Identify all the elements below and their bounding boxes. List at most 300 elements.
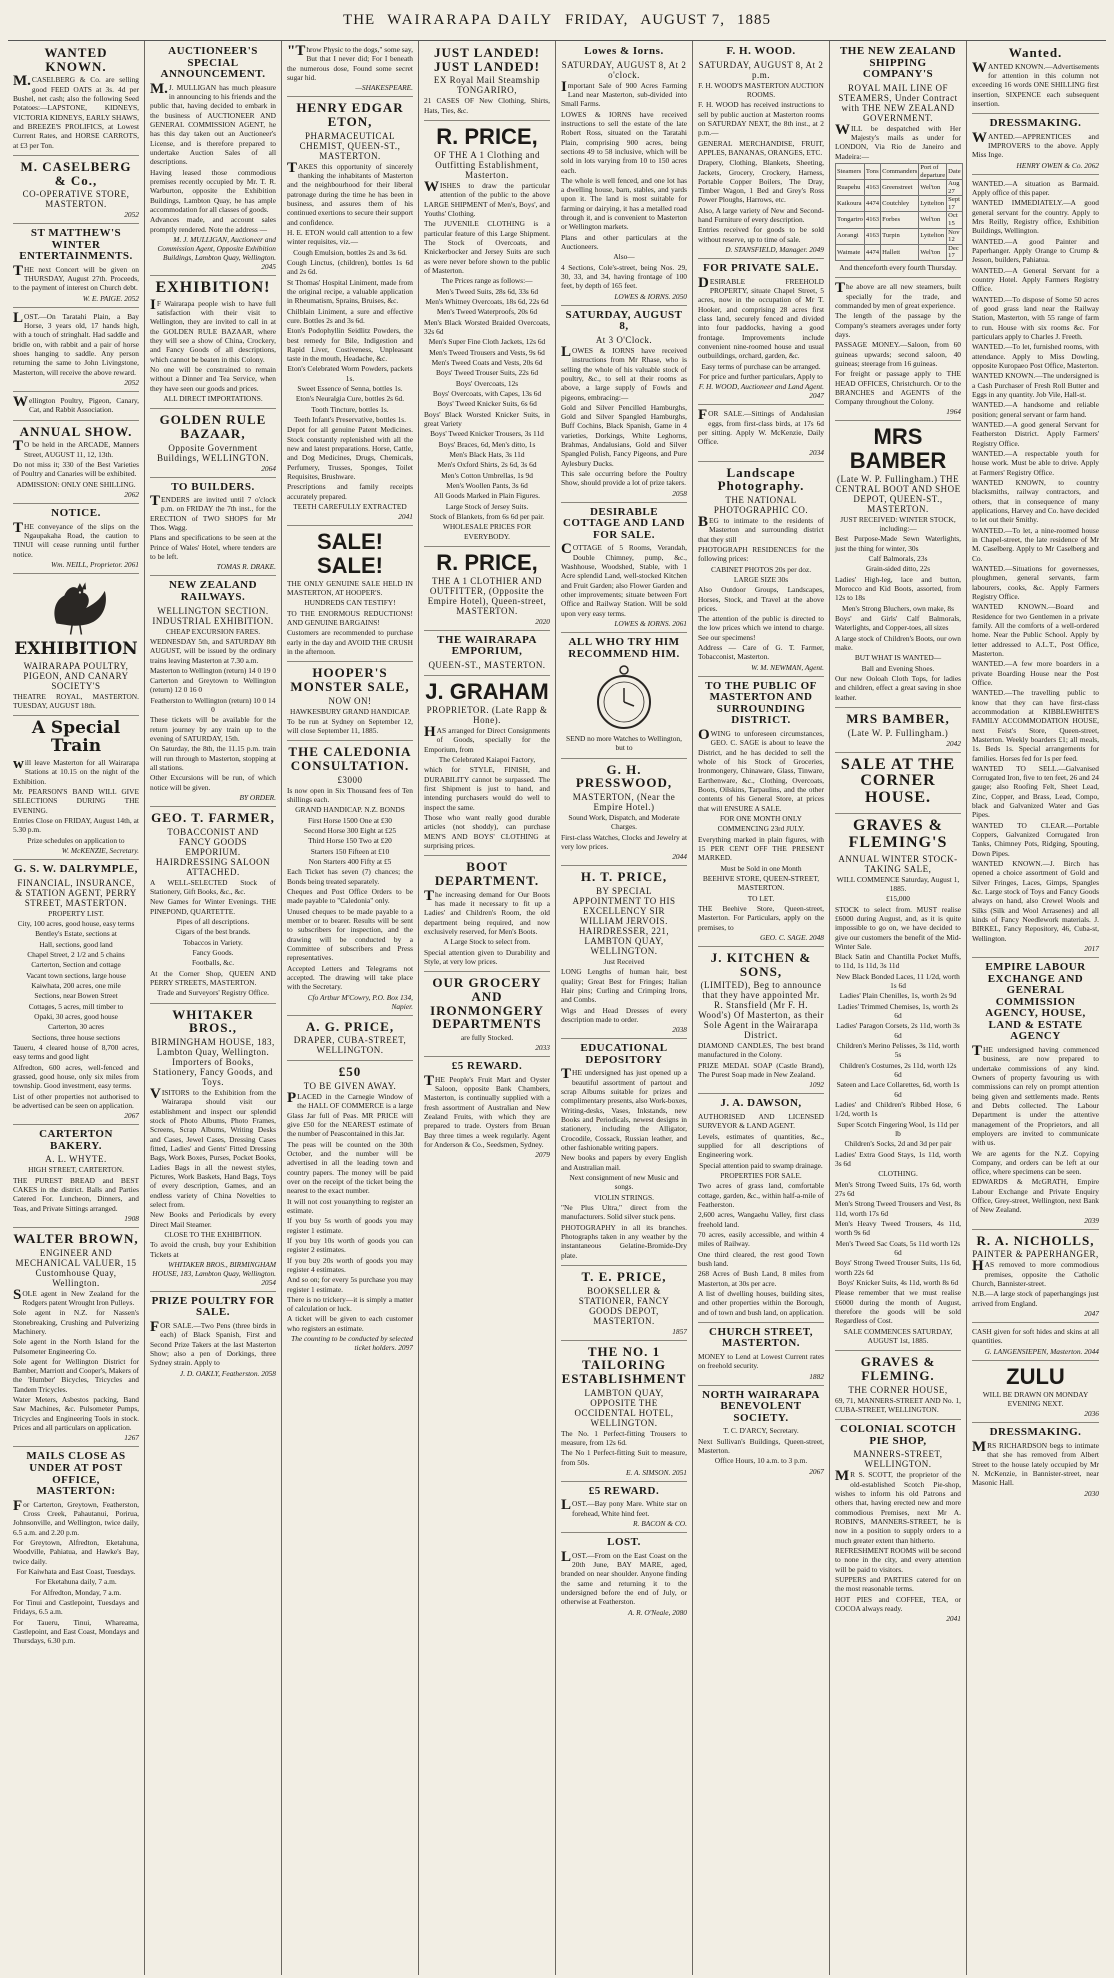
ad-paragraph: Plans and specifications to be seen at the Prince of Wales' Hotel, where tenders are to be left. bbox=[150, 533, 276, 562]
ad-signature: 2044 bbox=[672, 852, 687, 862]
ad-paragraph: The whole is well fenced, and one lot has a dwelling house, barn, stables, and yards upon it. The land is most suitable for farming or dairying, it has a metalled road through it, and is convenient to Masterton or Wellington markets. bbox=[561, 175, 687, 232]
ad-paragraph: For Tinui and Castlepoint, Tuesdays and Fridays, 6.5 a.m. bbox=[13, 1597, 139, 1617]
ad-signature: 1908 bbox=[124, 1213, 139, 1223]
column-7 bbox=[830, 41, 967, 1975]
ad-paragraph: Water Meters, Asbestos packing, Band Saw Machines, &c. Pulsometer Pumps, Tricycles and Engineering Tools in stock. Prices and all particulars on application. bbox=[13, 1395, 139, 1433]
table-header: Steamers bbox=[836, 163, 865, 179]
column-6 bbox=[693, 41, 830, 1975]
ad-signature: 1267 bbox=[124, 1433, 139, 1443]
ad-subheading: PAINTER & PAPERHANGER, bbox=[972, 1249, 1099, 1260]
ad-signature: The counting to be conducted by selected ticket holders. 2097 bbox=[291, 1334, 413, 1353]
ad-body bbox=[287, 786, 413, 992]
ad-paragraph: Having leased those commodious premises recently occupied by Mr. T. R. Warburton, opposite the Exhibition Buildings, Lambton Quay, he has ample accommodation for all classes of goods. bbox=[150, 167, 276, 214]
ad-paragraph: Alfredton, 600 acres, well-fenced and grassed, good house, only six miles from township. Good investment, easy terms. bbox=[13, 1062, 139, 1091]
ad-subheading: CO-OPERATIVE STORE, MASTERTON. bbox=[22, 189, 130, 210]
ad-paragraph: AUTHORISED AND LICENSED SURVEYOR & LAND AGENT. bbox=[698, 1112, 824, 1131]
ad-paragraph: A WELL-SELECTED Stock of Stationery, Gift Books, &c., &c. bbox=[150, 877, 276, 897]
advertisement bbox=[835, 757, 961, 814]
ad-paragraph: For Eketahuna daily, 7 a.m. bbox=[35, 1577, 117, 1587]
ad-heading: EXHIBITION bbox=[14, 638, 138, 659]
advertisement bbox=[561, 1270, 687, 1341]
ad-paragraph: WANTED.—A good general Servant for Featherston District. Apply Farmers' Registry Office. bbox=[972, 420, 1099, 448]
ad-paragraph: Drapery, Clothing, Blankets, Sheeting, Jackets, Grocery, Crockery, Harness, Portable Copper Boilers, The Dray, Timber Wagon, 1 Bed and Grey's Ross Power Ploughs, Harrows, etc. bbox=[698, 158, 824, 205]
advertisement bbox=[835, 712, 961, 753]
ad-paragraph: Men's Tweed Coats and Vests, 20s 6d bbox=[431, 357, 543, 367]
ad-heading: THE NO. 1 TAILORING ESTABLISHMENT bbox=[561, 1343, 687, 1386]
ad-subheading: FINANCIAL, INSURANCE, & STATION AGENT, PERRY STREET, MASTERTON. bbox=[15, 877, 137, 908]
ad-paragraph: The No 1 Perfect-fitting Suit to measure, from 50s. bbox=[561, 1448, 687, 1467]
advertisement bbox=[13, 46, 139, 156]
ad-paragraph: HUNDREDS CAN TESTIFY! bbox=[304, 598, 396, 608]
table-cell: Aug 27 bbox=[947, 180, 962, 196]
ad-body bbox=[698, 1352, 824, 1371]
ad-heading: THE CALEDONIA CONSULTATION. bbox=[288, 744, 412, 774]
ad-signature: Wm. NEILL, Proprietor. 2061 bbox=[50, 559, 139, 569]
ad-body bbox=[287, 159, 413, 512]
ad-heading: GEO. T. FARMER, bbox=[151, 810, 275, 826]
ad-paragraph: BEEHIVE STORE, QUEEN-STREET, MASTERTON. bbox=[702, 873, 820, 893]
ad-signature: 2079 bbox=[535, 1150, 550, 1160]
table-header: Commanders bbox=[881, 163, 919, 179]
ad-body bbox=[561, 1429, 687, 1467]
ad-subheading: PHARMACEUTICAL CHEMIST, QUEEN-ST., MASTERTON. bbox=[299, 130, 401, 161]
ad-heading: £5 REWARD. bbox=[451, 1060, 523, 1073]
ad-heading: HENRY EDGAR ETON, bbox=[296, 100, 404, 129]
ad-paragraph: Customers are recommended to purchase early in the day and AVOID THE CRUSH in the afternoon. bbox=[287, 628, 413, 656]
ad-paragraph: HAS arranged for Direct Consignments of Goods, specially for the Emporium, from bbox=[424, 724, 550, 754]
table-cell: Hallett bbox=[881, 244, 919, 260]
ad-body bbox=[698, 409, 824, 446]
ad-paragraph: Levels, estimates of quantities, &c., supplied for all descriptions of Engineering work. bbox=[698, 1131, 824, 1160]
ad-signature: 2052 bbox=[124, 378, 139, 388]
ad-signature: D. STANSFIELD, Manager. 2049 bbox=[725, 245, 824, 255]
ad-paragraph: JUST RECEIVED: WINTER STOCK, including:— bbox=[840, 514, 956, 533]
ad-body bbox=[424, 887, 550, 967]
table-cell: Oct 15 bbox=[947, 212, 962, 228]
ad-body bbox=[13, 262, 139, 293]
ad-heading: TO BUILDERS. bbox=[171, 480, 255, 493]
ad-paragraph: Other Excursions will be run, of which notice will be given. bbox=[150, 773, 276, 792]
ad-subheading: THE CORNER HOUSE, bbox=[848, 1384, 948, 1395]
ad-paragraph: Carterton and Greytown to Wellington (return) 12 0 16 0 bbox=[150, 676, 276, 695]
ad-paragraph: Entries received for goods to be sold without reserve, up to time of sale. bbox=[698, 225, 824, 244]
ad-paragraph: LOWES & IORNS have received instructions to sell the estate of the late Robert Ross, situated on the Taratahi Plain, comprising 900 acres, being sections 49 to 58 inclusive, which will be sold in lots varying from 10 to 150 acres each. bbox=[561, 109, 687, 175]
advertisement bbox=[13, 1232, 139, 1448]
table-row bbox=[836, 180, 963, 196]
ad-paragraph: THE conveyance of the slips on the Ngaupakaha Road, the caution to TINUI will cease running until further notice. bbox=[13, 519, 139, 559]
ad-body bbox=[835, 875, 961, 1346]
masthead-title: WAIRARAPA DAILY bbox=[387, 11, 554, 28]
ad-paragraph: PHOTOGRAPH RESIDENCES for the following prices: bbox=[698, 544, 824, 564]
table-cell: 4163 bbox=[864, 180, 880, 196]
ad-paragraph: Boys' Tweed Trouser Suits, 22s 6d bbox=[435, 368, 539, 378]
ad-body bbox=[561, 957, 687, 1024]
advertisement bbox=[835, 1424, 961, 1627]
ad-paragraph: City, 100 acres, good house, easy terms bbox=[17, 918, 135, 928]
ad-body bbox=[13, 1165, 139, 1213]
table-cell: Ruapehu bbox=[836, 180, 865, 196]
ad-body bbox=[287, 45, 413, 82]
ad-subheading: MASTERTON, (Near the Empire Hotel.) bbox=[572, 792, 676, 813]
ad-paragraph: Opaki, 30 acres, good house bbox=[34, 1011, 118, 1021]
ad-paragraph: For freight or passage apply to THE HEAD OFFICES, Christchurch. Or to the BRANCHES and AGENTS of the Company throughout the Colony. bbox=[835, 369, 961, 407]
ad-signature: 2039 bbox=[1084, 1215, 1099, 1225]
ad-heading: EMPIRE LABOUR EXCHANGE AND GENERAL COMMISSION AGENCY, HOUSE, LAND & ESTATE AGENCY bbox=[985, 961, 1086, 1043]
ad-paragraph: HAWKESBURY GRAND HANDICAP. bbox=[289, 706, 411, 716]
ad-paragraph: VIOLIN STRINGS. bbox=[594, 1192, 654, 1202]
ad-paragraph: Boys' Black Worsted Knicker Suits, in great Variety bbox=[424, 409, 550, 428]
masthead-day: FRIDAY, bbox=[565, 11, 629, 28]
advertisement bbox=[13, 1129, 139, 1228]
ad-subheading: BIRMINGHAM HOUSE, 183, Lambton Quay, Wellington. Importers of Books, Stationery, Fancy Goods, and Toys. bbox=[151, 1036, 275, 1087]
ad-paragraph: Carterton, Section and cottage bbox=[31, 960, 121, 970]
ad-paragraph: Black Satin and Chantilla Pocket Muffs, to 11d, 1s 11d, 3s 11d bbox=[835, 952, 961, 971]
ad-paragraph: MRS RICHARDSON begs to intimate that she has removed from Albert Street to the house lately occupied by Mr N. McKenzie, in Bannister-street, near Masonic Hall. bbox=[972, 1439, 1099, 1488]
ad-signature: LOWES & IORNS. 2061 bbox=[614, 619, 687, 629]
advertisement bbox=[13, 228, 139, 308]
ad-heading: THE WAIRARAPA EMPORIUM, bbox=[437, 633, 537, 658]
ad-paragraph: Next Sullivan's Buildings, Queen-street, Masterton. bbox=[698, 1436, 824, 1455]
ad-paragraph: Sections, three house sections bbox=[31, 1032, 121, 1042]
ad-signature: WHITAKER BROS., BIRMINGHAM HOUSE, 183, Lambton Quay, Wellington. 2054 bbox=[152, 1259, 276, 1287]
ad-paragraph: EDWARDS & McGRATH, Empire Labour Exchange and Private Enquiry Office, Grey-street, Wellington, next Bank of New Zealand. bbox=[972, 1177, 1099, 1215]
ad-paragraph: To avoid the crush, buy your Exhibition Tickets at bbox=[150, 1240, 276, 1259]
advertisement bbox=[561, 1486, 687, 1533]
advertisement bbox=[13, 425, 139, 504]
ad-paragraph: Sole agent in N.Z. for Nassen's Stonebreaking, Crushing and Pulverizing Machinery. bbox=[13, 1308, 139, 1336]
ad-paragraph: Kaiwhata, 200 acres, one mile bbox=[31, 980, 121, 990]
ad-paragraph: Special attention paid to swamp drainage. bbox=[699, 1160, 823, 1170]
ad-heading: EXHIBITION! bbox=[155, 278, 271, 296]
ad-paragraph: WANTED.—A respectable youth for house work. Must be able to drive. Apply at Farmers' Registry Office. bbox=[972, 449, 1099, 477]
ad-subheading: WELLINGTON SECTION. INDUSTRIAL EXHIBITION. bbox=[152, 605, 274, 626]
ad-paragraph: Men's Strong Bluchers, own make, 8s bbox=[842, 603, 954, 613]
ad-paragraph: Boys' Strong Tweed Trouser Suits, 11s 6d, worth 22s 6d bbox=[835, 1258, 961, 1277]
ad-paragraph: ADMISSION: ONLY ONE SHILLING. bbox=[16, 479, 136, 489]
ad-paragraph: If you buy 10s worth of goods you can register 2 estimates. bbox=[287, 1235, 413, 1255]
ad-signature: A. R. O'Neale, 2080 bbox=[627, 1607, 687, 1617]
ad-paragraph: £15,000 bbox=[885, 894, 911, 904]
ad-body bbox=[972, 59, 1099, 109]
table-row bbox=[836, 212, 963, 228]
ad-heading: COLONIAL SCOTCH PIE SHOP, bbox=[840, 1423, 956, 1447]
column-1 bbox=[8, 41, 145, 1975]
ad-heading: JUST LANDED! JUST LANDED! bbox=[433, 45, 541, 74]
ad-heading: WALTER BROWN, bbox=[13, 1230, 139, 1246]
ad-paragraph: "Ne Plus Ultra," direct from the manufacturers. Solid silver stuck pens. bbox=[561, 1203, 687, 1222]
ad-paragraph: No one will be constrained to remain without a Dinner and Tea Service, when they have seen our goods and prices. bbox=[150, 364, 276, 393]
ad-paragraph: Depot for all genuine Patent Medicines. Stock constantly replenished with all the new and latest preparations. Horse, Cattle, and Dog Medicines, Drugs, Chemicals, Perfumery, Trusses, Sponges, Toilet Requisites, Brushware. bbox=[287, 425, 413, 482]
advertisement bbox=[13, 160, 139, 224]
ad-body bbox=[13, 396, 139, 415]
ad-paragraph: Ladies' Extra Good Stays, 1s 11d, worth 3s 6d bbox=[835, 1149, 961, 1169]
ad-body bbox=[561, 1068, 687, 1260]
ad-heading: NOTICE. bbox=[51, 507, 101, 520]
ad-paragraph: Masterton to Wellington (return) 14 0 19 0 bbox=[150, 665, 276, 675]
advertisement bbox=[424, 551, 550, 631]
ad-body bbox=[287, 1089, 413, 1333]
ad-paragraph: It will not cost youanything to register an estimate. bbox=[287, 1196, 413, 1215]
advertisement bbox=[972, 1234, 1099, 1323]
advertisement bbox=[424, 680, 550, 856]
ad-paragraph: WANTED KNOWN, to country blacksmiths, railway contractors, and others, that in consequence of many applications, Harvey and Co. have decided to let out their Smithy. bbox=[972, 477, 1099, 525]
advertisement bbox=[835, 818, 961, 1351]
ad-body bbox=[561, 813, 687, 851]
advertisement bbox=[698, 1098, 824, 1322]
ad-body bbox=[698, 1112, 824, 1317]
advertisement bbox=[13, 1451, 139, 1650]
ad-paragraph: Our new Ooloah Cloth Tops, for ladies and children, effect a great saving in shoe leather. bbox=[835, 673, 961, 702]
ad-paragraph: Men's Black Worsted Braided Overcoats, 32s 6d bbox=[424, 317, 550, 336]
ad-paragraph: PROPERTY LIST. bbox=[48, 908, 104, 918]
ad-paragraph: Men's Cotton Umbrellas, 1s 9d bbox=[441, 470, 533, 480]
ad-paragraph: Boys' Knicker Suits, 4s 11d, worth 8s 6d bbox=[837, 1277, 959, 1287]
table-cell: Aorangi bbox=[836, 228, 865, 244]
ad-paragraph: Each Ticket has seven (7) chances; the Bonds being treated separately. bbox=[287, 867, 413, 886]
ad-paragraph: TENDERS are invited until 7 o'clock p.m. on FRIDAY the 7th inst., for the ERECTION of TWO SHOPS for Mr Thos. Wagg. bbox=[150, 493, 276, 533]
ad-paragraph: Plans and other particulars at the Auctioneers. bbox=[561, 232, 687, 252]
ad-heading: R. PRICE, bbox=[436, 549, 538, 575]
ad-paragraph: Men's Tweed Waterproofs, 20s 6d bbox=[436, 307, 538, 317]
advertisement bbox=[150, 280, 276, 409]
ad-paragraph: Men's Woollen Pants, 3s 6d bbox=[446, 480, 528, 490]
ad-paragraph: IF Wairarapa people wish to have full satisfaction with their visit to Wellington, they are invited to call in at the GOLDEN RULE BAZAAR, where they will see a show of China, Crockery, and Fancy Goods of all descriptions, which cannot be beaten in this Colony. bbox=[150, 296, 276, 364]
advertisement bbox=[561, 637, 687, 759]
ad-paragraph: MONEY to Lend at Lowest Current rates on freehold security. bbox=[698, 1352, 824, 1371]
ad-paragraph: THE Beehive Store, Queen-street, Masterton. For Particulars, apply on the premises, to bbox=[698, 903, 824, 932]
ad-paragraph: Men's Super Fine Cloth Jackets, 12s 6d bbox=[428, 337, 546, 347]
ad-paragraph: Please remember that we must realise £6000 during the month of August, therefore the goods will be sold Regardless of Cost. bbox=[835, 1288, 961, 1326]
ad-signature: BY ORDER. bbox=[239, 793, 276, 803]
ad-paragraph: SOLE agent in New Zealand for the Rodgers patent Wrought Iron Pulleys. bbox=[13, 1286, 139, 1307]
ad-paragraph: LOST.—Bay pony Mare. White star on forehead, White hind feet. bbox=[561, 1497, 687, 1518]
ad-heading: ZULU bbox=[1006, 1363, 1065, 1389]
ad-body bbox=[972, 129, 1099, 160]
ad-heading: NEW ZEALAND RAILWAYS. bbox=[168, 579, 258, 603]
ad-paragraph: WANTED.—The travelling public to know that they can have first-class accommodation at KIBBLEWHITE'S FAMILY ACCOMMODATION HOUSE, next Feist's Store, Queen-street, Masterton. Weekly boarders £1; all meals, 1s. Beds 1s. Special arrangements for families. Horses fed for 1s per feed. bbox=[972, 688, 1099, 763]
ad-heading: CHURCH STREET, MASTERTON. bbox=[709, 1325, 813, 1350]
ad-paragraph: are fully Stocked. bbox=[460, 1032, 514, 1042]
ad-subheading: BY SPECIAL APPOINTMENT TO HIS EXCELLENCY SIR WILLIAM JERVOIS. HAIRDRESSER, 221, LAMBTON QUAY, WELLINGTON. bbox=[572, 886, 676, 957]
ad-body bbox=[150, 878, 276, 998]
ad-paragraph: Entries Close on FRIDAY, August 14th, at 5.30 p.m. bbox=[13, 816, 139, 835]
ad-paragraph: WANTED KNOWN.—J. Birch has opened a choice assortment of Gold and Silver Fringes, Laces, Gimps, Spangles &c. Large stock of Toys and Fancy Goods always on hand, also Crewel Wools and Silks (Silk and Wool Arrasenes) and all kinds of Fancy Needlework materials. J. BIRKEL, Fancy Repository, 46, Cuba-st, Wellington. bbox=[972, 859, 1099, 943]
ad-paragraph: Men's Oxford Shirts, 2s 6d, 3s 6d bbox=[437, 460, 537, 470]
ad-paragraph: WANTED.—A few more boarders in a private Boarding House near the Post Office. bbox=[972, 659, 1099, 687]
advertisement bbox=[972, 179, 1099, 958]
ad-heading: BOOT DEPARTMENT. bbox=[434, 859, 540, 889]
ad-paragraph: Men's Black Hats, 3s 11d bbox=[449, 449, 525, 459]
table-cell: Wel'ton bbox=[919, 244, 947, 260]
ad-paragraph: 70 acres, easily accessible, and within 4 miles of Railway. bbox=[698, 1229, 824, 1249]
ad-paragraph: Trade and Surveyors' Registry Office. bbox=[157, 988, 269, 998]
advertisement bbox=[150, 46, 276, 276]
ad-paragraph: Sweet Essence of Senna, bottles 1s. bbox=[297, 384, 403, 394]
ad-paragraph: Cheques and Post Office Orders to be made payable to "Caledonia" only. bbox=[287, 887, 413, 906]
ad-subheading: TO BE GIVEN AWAY. bbox=[303, 1080, 397, 1091]
ad-paragraph: 268 Acres of Bush Land, 8 miles from Masterton, at 30s per acre. bbox=[698, 1269, 824, 1288]
ad-signature: 2017 bbox=[1084, 944, 1099, 954]
ad-body bbox=[287, 707, 413, 736]
ad-paragraph: There is no trickery—it is simply a matter of calculation or luck. bbox=[287, 1294, 413, 1314]
advertisement bbox=[561, 310, 687, 503]
advertisement bbox=[698, 951, 824, 1095]
ad-body bbox=[150, 296, 276, 404]
ad-body bbox=[835, 1470, 961, 1613]
ad-signature: GEO. C. SAGE. 2048 bbox=[759, 932, 824, 942]
ad-paragraph: WISHES to draw the particular attention of the public to the above LARGE SHIPMENT of Men's, Boys', and Youths' Clothing. bbox=[424, 179, 550, 219]
ad-paragraph: Everything marked in plain figures, with 15 PER CENT OFF THE PRESENT MARKED. bbox=[698, 834, 824, 863]
ad-signature: 2052 bbox=[124, 210, 139, 220]
table-header: Date bbox=[947, 163, 962, 179]
ad-paragraph: FOR ONE MONTH ONLY bbox=[720, 813, 802, 823]
ad-paragraph: First-class Watches, Clocks and Jewelry at very low prices. bbox=[561, 832, 687, 852]
advertisement bbox=[424, 125, 550, 547]
ad-subheading: SATURDAY, AUGUST 8, At 2 o'clock. bbox=[561, 59, 687, 80]
ad-paragraph: Sound Work, Dispatch, and Moderate Charges. bbox=[568, 813, 680, 832]
ad-heading: GOLDEN RULE BAZAAR, bbox=[159, 412, 267, 441]
ad-heading: FOR PRIVATE SALE. bbox=[703, 262, 819, 275]
ad-signature: 2058 bbox=[672, 488, 687, 498]
table-row bbox=[836, 228, 963, 244]
ad-paragraph: Two acres of grass land, comfortable cottage, garden, &c., within half-a-mile of Featherston. bbox=[698, 1181, 824, 1209]
ad-body bbox=[835, 282, 961, 406]
ad-paragraph: Grain-sided ditto, 22s bbox=[865, 564, 931, 574]
ad-paragraph: SEND no more Watches to Wellington, but to bbox=[566, 734, 682, 753]
ad-paragraph: WEDNESDAY 5th, and SATURDAY 8th AUGUST, will be issued by the ordinary trains leaving Masterton at 7.30 a.m. bbox=[150, 636, 276, 665]
advertisement bbox=[287, 1020, 413, 1062]
ad-paragraph: The above are all new steamers, built specially for the trade, and commanded by men of great experience. bbox=[835, 280, 961, 310]
ad-paragraph: Calf Balmorals, 23s bbox=[868, 553, 928, 563]
ad-paragraph: Do not miss it; 330 of the Best Varieties of Poultry and Canaries will be exhibited. bbox=[13, 460, 139, 479]
ad-paragraph: PHOTOGRAPHY in all its branches. Photographs taken in any weather by the instantaneous Gelatine-Bromide-Dry plate. bbox=[561, 1222, 687, 1260]
column-3 bbox=[282, 41, 419, 1975]
ad-heading: DRESSMAKING. bbox=[989, 117, 1082, 130]
ad-paragraph: BUT WHAT IS WANTED— bbox=[854, 653, 942, 663]
advertisement bbox=[698, 466, 824, 677]
ad-paragraph: New Books and Periodicals by every Direct Mail Steamer. bbox=[150, 1210, 276, 1229]
ad-paragraph: Those who want really good durable articles (not shoddy), can purchase MEN'S AND BOYS' CLOTHING at surprising prices. bbox=[424, 813, 550, 851]
ad-heading: HOOPER'S MONSTER SALE, bbox=[290, 665, 410, 694]
ad-heading: SALE AT THE CORNER HOUSE. bbox=[840, 755, 956, 807]
ad-signature: F. H. WOOD, Auctioneer and Land Agent. 2047 bbox=[698, 382, 824, 401]
ad-paragraph: For price and further particulars, Apply to bbox=[699, 371, 823, 381]
ad-paragraph: Cough Emulsion, bottles 2s and 3s 6d. bbox=[293, 247, 407, 257]
ad-body bbox=[972, 179, 1099, 943]
ad-paragraph: Footballs, &c. bbox=[191, 958, 235, 968]
ad-paragraph: Ladies' Paragon Corsets, 2s 11d, worth 3s 6d bbox=[836, 1021, 960, 1040]
ad-paragraph: New books and papers by every English and Australian mail. bbox=[561, 1153, 687, 1172]
ad-subheading: A. L. WHYTE. bbox=[45, 1154, 107, 1165]
advertisement bbox=[287, 530, 413, 662]
ad-signature: 2030 bbox=[1084, 1488, 1099, 1498]
ad-heading: R. PRICE, bbox=[436, 123, 538, 149]
ad-paragraph: FOR SALE.—Two Pens (three birds in each) of Black Spanish, First and Second Prize Takers at the last Masterton Show; also a pen of Dorkings, three Sydney strain. Apply to bbox=[150, 1318, 276, 1368]
ad-signature: 2041 bbox=[398, 512, 413, 522]
advertisement bbox=[835, 46, 961, 278]
ad-paragraph: TO be held in the ARCADE, Manners Street, AUGUST 11, 12, 13th. bbox=[13, 438, 139, 459]
advertisement bbox=[561, 763, 687, 867]
ad-paragraph: For Alfredton, Monday, 7 a.m. bbox=[30, 1587, 122, 1597]
ad-heading: Lowes & Iorns. bbox=[584, 45, 664, 57]
advertisement bbox=[698, 1390, 824, 1480]
ad-paragraph: If you buy 5s worth of goods you may register 1 estimate. bbox=[287, 1216, 413, 1235]
ad-signature: 1964 bbox=[946, 407, 961, 417]
ad-paragraph: Next consignment of new Music and songs. bbox=[569, 1173, 679, 1192]
ad-paragraph: For Greytown, Alfredton, Eketahuna, Woodville, Pahiatua, and Hawke's Bay, twice daily. bbox=[13, 1537, 139, 1566]
ad-body bbox=[835, 515, 961, 702]
ad-paragraph: THE ONLY GENUINE SALE HELD IN MASTERTON, AT HOOPER'S. bbox=[287, 578, 413, 597]
ad-signature: 2062 bbox=[124, 490, 139, 500]
ad-paragraph: Non Starters 400 Fifty at £5 bbox=[308, 857, 392, 867]
ad-body bbox=[972, 1327, 1099, 1346]
table-cell: Wel'ton bbox=[919, 180, 947, 196]
advertisement bbox=[287, 745, 413, 1015]
ad-paragraph: Must be Sold in one Month bbox=[720, 863, 802, 873]
ad-signature: G. LANGENSIEPEN, Masterton. 2044 bbox=[984, 1346, 1099, 1356]
ad-paragraph: Stock of Blankets, from 6s 6d per pair. bbox=[429, 511, 545, 521]
ad-paragraph: CABINET PHOTOS 20s per doz. bbox=[710, 564, 812, 574]
ad-paragraph: CLOSE TO THE EXHIBITION. bbox=[164, 1229, 262, 1239]
ad-heading: MRS BAMBER, bbox=[846, 710, 950, 726]
ad-body bbox=[424, 726, 550, 850]
ad-paragraph: WANTED KNOWN.—Board and Residence for two Gentlemen in a private family. All the comforts of a well-ordered home. Near the Public School. Apply by letter addressed to A.L.T., Post Office, Masterton. bbox=[972, 602, 1099, 658]
ad-subheading: (Late W. P. Fullingham.) THE CENTRAL BOOT AND SHOE DEPOT, QUEEN-ST., MASTERTON. bbox=[835, 473, 961, 514]
ad-subheading: THE A 1 CLOTHIER AND OUTFITTER, (Opposite the Empire Hotel), Queen-street, MASTERTON. bbox=[427, 575, 547, 616]
ad-paragraph: PRIZE MEDAL SOAP (Castle Brand), The Purest Soap made in New Zealand. bbox=[698, 1060, 824, 1080]
ad-body bbox=[287, 579, 413, 657]
ad-subheading: SATURDAY, AUGUST 8, At 2 p.m. bbox=[698, 59, 824, 80]
ad-paragraph: Also— bbox=[613, 252, 635, 262]
table-row bbox=[836, 196, 963, 212]
advertisement bbox=[835, 425, 961, 707]
ad-signature: 2033 bbox=[535, 1043, 550, 1053]
advertisement bbox=[150, 413, 276, 477]
ad-paragraph: GENERAL MERCHANDISE, FRUIT, APPLES, BANANAS, ORANGES, ETC. bbox=[698, 138, 824, 157]
ad-paragraph: This sale occurring before the Poultry Show, should provide a lot of prize takers. bbox=[561, 469, 687, 488]
ad-paragraph: Sateen and Lace Collarettes, 6d, worth 1s 6d bbox=[836, 1080, 960, 1099]
ad-heading: PRIZE POULTRY FOR SALE. bbox=[151, 1294, 275, 1319]
ad-paragraph: WANTED.—To dispose of Some 50 acres of good grass land near the Railway Station, Masterton, with 55 range of farm to run. House with six rooms &c. For particulars apply to Charles J. Freeth. bbox=[972, 294, 1099, 342]
ad-paragraph: First Horse 1500 One at £30 bbox=[308, 815, 392, 825]
ad-heading: T. E. PRICE, bbox=[581, 1268, 667, 1284]
advertisement bbox=[287, 45, 413, 97]
column-row bbox=[8, 41, 1106, 1975]
ad-paragraph: Cough Linctus, (children), bottles 1s 6d and 2s 6d. bbox=[287, 257, 413, 277]
ad-paragraph: THEATRE ROYAL, MASTERTON. TUESDAY, AUGUST 18th. bbox=[13, 691, 139, 711]
ad-paragraph: Sole agent in the North Island for the Pulsometer Engineering Co. bbox=[13, 1337, 139, 1356]
ad-body bbox=[698, 1426, 824, 1465]
ad-paragraph: Boys' and Girls' Calf Balmorals, Waterlights, and Copper-toes, all sizes bbox=[835, 613, 961, 633]
ad-heading: A. G. PRICE, bbox=[305, 1018, 395, 1034]
advertisement bbox=[698, 409, 824, 461]
ad-heading: THE NEW ZEALAND SHIPPING COMPANY'S bbox=[839, 45, 957, 81]
ad-heading: MRS BAMBER bbox=[849, 424, 947, 473]
ad-paragraph: A large stock of Children's Boots, our own make. bbox=[835, 633, 962, 652]
ad-signature: M. J. MULLIGAN, Auctioneer and Commission Agent, Opposite Exhibition Buildings, Lambton Quay, Wellington. 2045 bbox=[157, 234, 276, 271]
ad-heading: NORTH WAIRARAPA BENEVOLENT SOCIETY. bbox=[702, 1388, 820, 1424]
ad-paragraph: Advances made, and account sales promptly rendered. Note the address — bbox=[150, 215, 276, 234]
ad-paragraph: Gold and Silver Pencilled Hamburghs, Gold and Silver Spangled Hamburghs, Buff Cochins, Black Spanish, Game in 4 varieties, Dorkings, White Leghorns, Brahmas, Andalusians, Gold and Silver Spangled Polish, Fancy Pigeons, and Pure Aylesbury Ducks. bbox=[561, 402, 687, 468]
ad-paragraph: Ball and Evening Shoes. bbox=[861, 663, 935, 673]
advertisement bbox=[972, 962, 1099, 1230]
ad-body bbox=[972, 1390, 1099, 1409]
ad-subheading: MANNERS-STREET, WELLINGTON. bbox=[853, 1449, 943, 1470]
ad-paragraph: WHOLESALE PRICES FOR EVERYBODY. bbox=[442, 522, 532, 541]
advertisement bbox=[287, 101, 413, 526]
ad-paragraph: VISITORS to the Exhibition from the Wairarapa should visit our establishment and inspect our splendid stock of Photo Albums, Photo Frames, Screens, Scrap Albums, Writing Desks and Cases, Jewel Cases, Dressing Cases fitted, Ladies' and Gents' Fitted Dressing Bags, Work Boxes, Purses, Pocket Books, Ladies Bags in all the newest styles, Pictures, Work Baskets, Hand Bags, Toys of every description, Games, and an endless variety of China Novelties to select from. bbox=[150, 1085, 276, 1209]
masthead bbox=[8, 0, 1106, 41]
